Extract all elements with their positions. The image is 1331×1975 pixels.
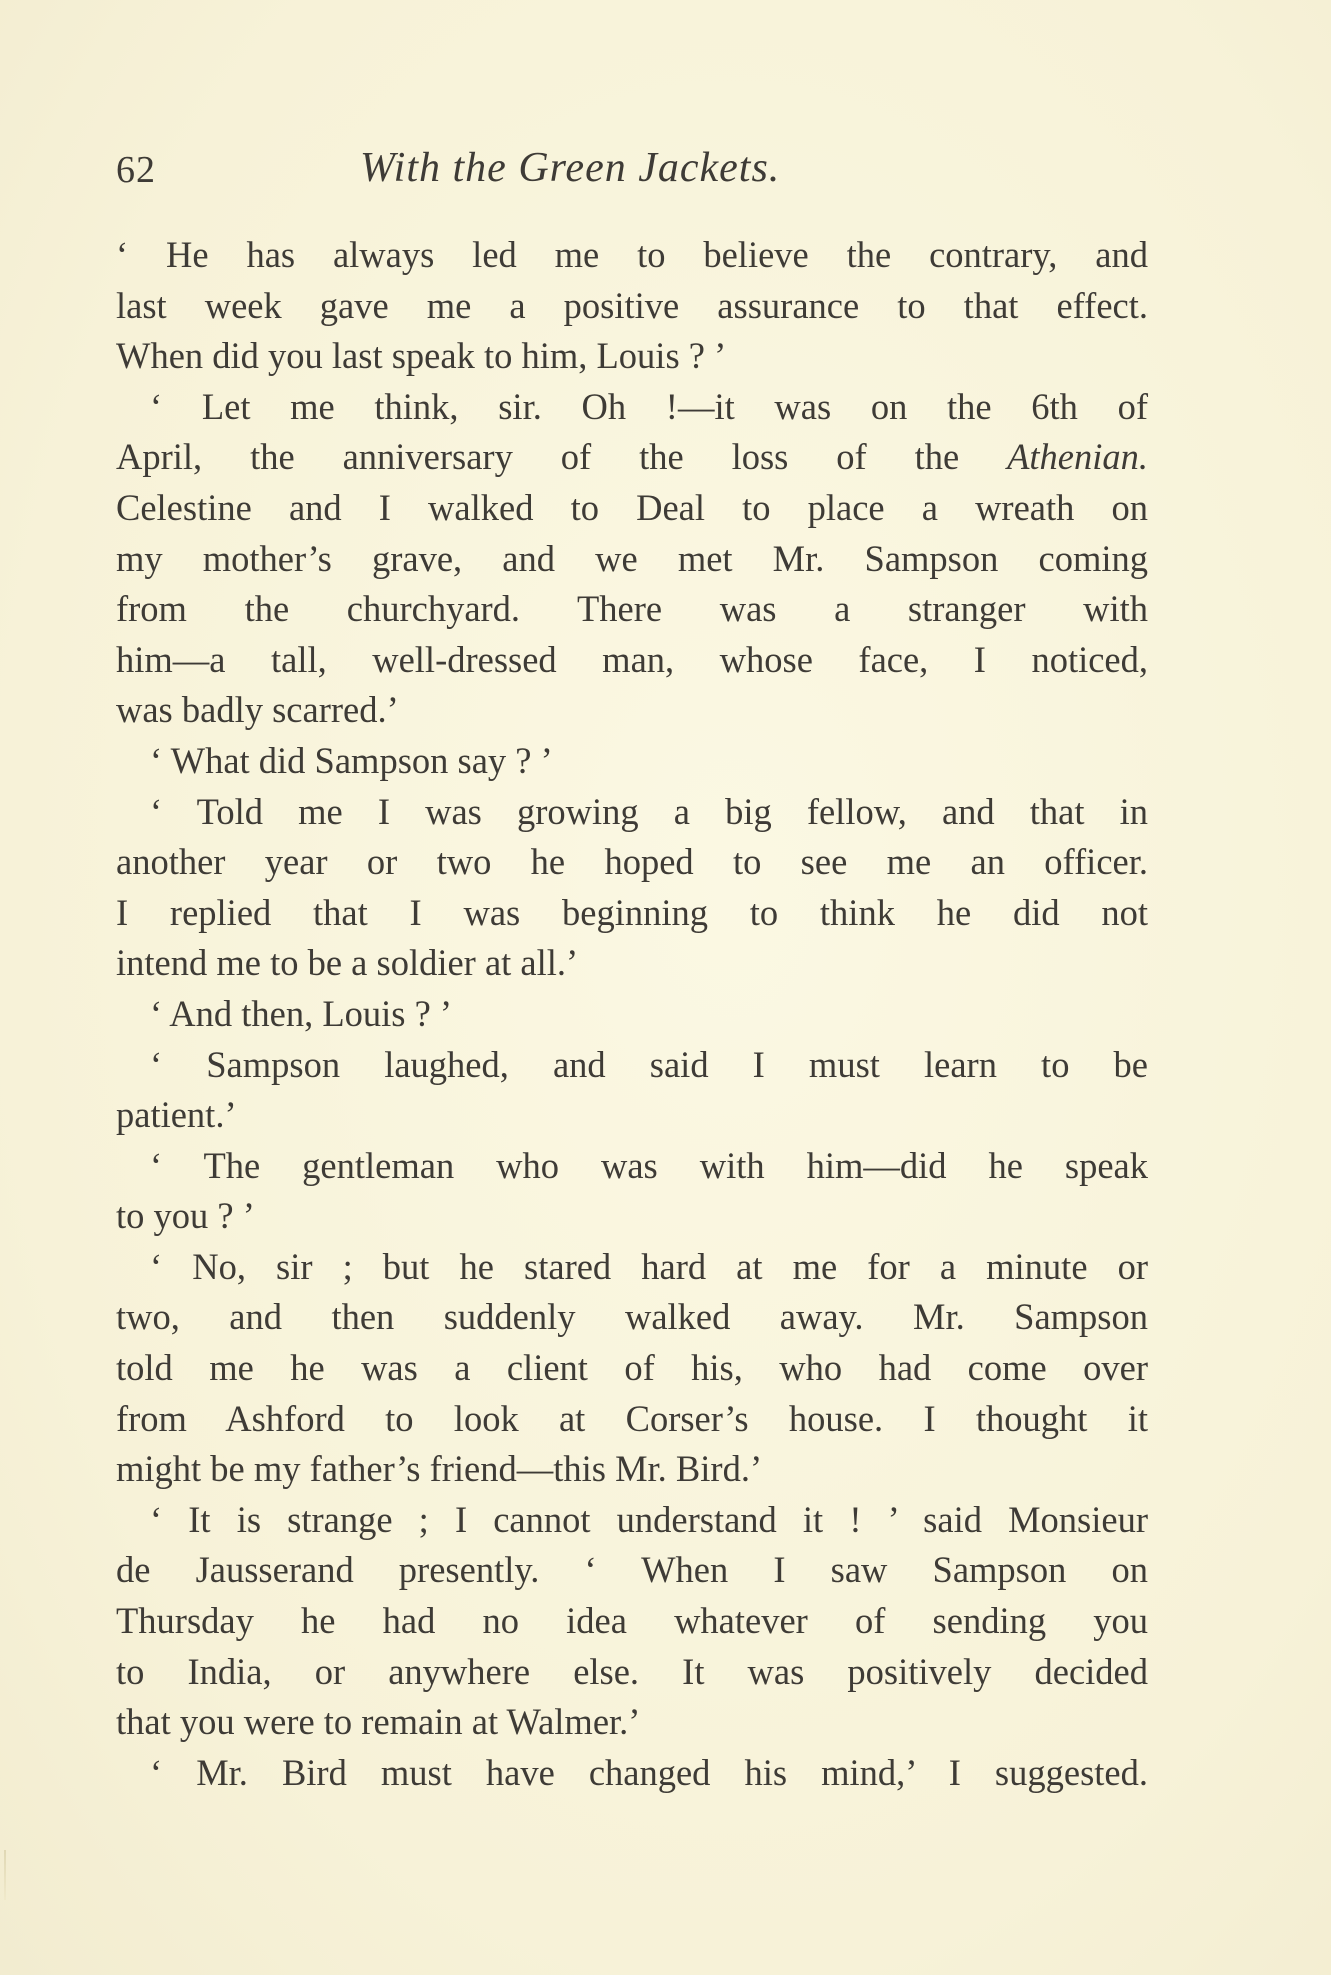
text-line: last week gave me a positive assurance to that effect.	[116, 284, 1148, 326]
text-line: Thursday he had no idea whatever of sending you	[116, 1600, 1148, 1642]
text-line: ‘ And then, Louis ? ’	[150, 992, 453, 1034]
page-number: 62	[116, 149, 156, 191]
text-line: my mother’s grave, and we met Mr. Sampson coming	[116, 537, 1148, 579]
ship-name: Athenian.	[1007, 436, 1148, 478]
text-line: ‘ He has always led me to believe the contrary, and	[116, 234, 1148, 275]
text-line: Celestine and I walked to Deal to place a wreath on	[116, 486, 1148, 528]
text-line: ‘ The gentleman who was with him—did he speak	[150, 1144, 1148, 1186]
text-line: ‘ What did Sampson say ? ’	[150, 739, 553, 781]
text-line: I replied that I was beginning to think he did not	[116, 891, 1148, 933]
text-line: intend me to be a soldier at all.’	[116, 942, 579, 984]
text-line: that you were to remain at Walmer.’	[116, 1701, 641, 1743]
text-line: ‘ No, sir ; but he stared hard at me for a minute or	[150, 1245, 1148, 1287]
text-line: patient.’	[116, 1094, 237, 1136]
text-line: from the churchyard. There was a stranger with	[116, 588, 1148, 630]
text-line: another year or two he hoped to see me an officer.	[116, 841, 1148, 883]
text-line: might be my father’s friend—this Mr. Bird.’	[116, 1448, 763, 1490]
running-head	[116, 140, 1148, 200]
text-line: to India, or anywhere else. It was positively decided	[116, 1650, 1148, 1692]
body-text	[116, 230, 1148, 1798]
text-line: to you ? ’	[116, 1195, 255, 1237]
text-line: two, and then suddenly walked away. Mr. Sampson	[116, 1296, 1148, 1338]
text-line: ‘ Told me I was growing a big fellow, and that in	[150, 790, 1148, 832]
text-line: ‘ Let me think, sir. Oh !—it was on the 6th of	[150, 385, 1148, 427]
text-line: ‘ Sampson laughed, and said I must learn to be	[150, 1043, 1148, 1085]
text-line: ‘ Mr. Bird must have changed his mind,’ I suggested.	[150, 1751, 1148, 1793]
running-title: With the Green Jackets.	[360, 145, 781, 191]
text-line: When did you last speak to him, Louis ? ’	[116, 335, 727, 377]
text-line	[116, 432, 1148, 483]
text-line: told me he was a client of his, who had come over	[116, 1347, 1148, 1389]
text-line: de Jausserand presently. ‘ When I saw Sampson on	[116, 1549, 1148, 1591]
text-line: him—a tall, well-dressed man, whose face, I noticed,	[116, 638, 1148, 680]
page-edge-mark	[4, 1850, 6, 1900]
text-line: from Ashford to look at Corser’s house. I thought it	[116, 1397, 1148, 1439]
text-line: was badly scarred.’	[116, 689, 399, 731]
text-line-part: April, the anniversary of the loss of the	[116, 436, 1008, 478]
text-line: ‘ It is strange ; I cannot understand it ! ’ said Monsieur	[150, 1498, 1148, 1540]
